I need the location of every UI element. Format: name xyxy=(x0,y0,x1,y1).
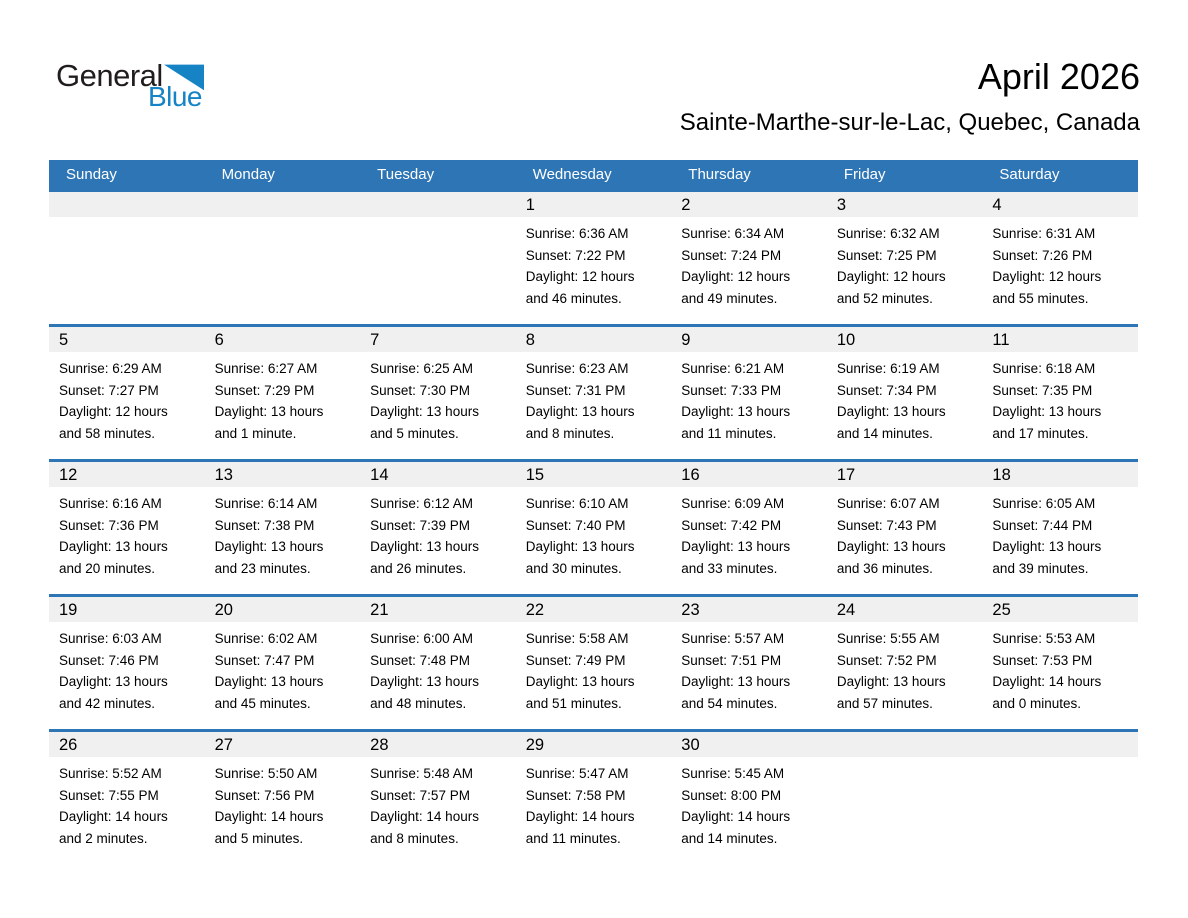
day-number: 3 xyxy=(836,196,847,214)
day-info xyxy=(59,493,199,579)
logo-text-blue: Blue xyxy=(147,81,202,112)
sunrise-text: Sunrise: 6:34 AM xyxy=(681,226,785,241)
day-cell-15 xyxy=(516,462,672,594)
weekday-header-wednesday: Wednesday xyxy=(532,166,612,183)
daylight-text-line2: and 42 minutes. xyxy=(59,695,156,711)
sunset-text: Sunset: 7:48 PM xyxy=(370,652,470,668)
sunset-text: Sunset: 7:56 PM xyxy=(214,787,315,803)
weekday-header-tuesday: Tuesday xyxy=(377,166,435,183)
day-number: 2 xyxy=(681,196,691,214)
day-number: 16 xyxy=(681,466,700,484)
day-number: 6 xyxy=(214,331,224,349)
daylight-text-line2: and 17 minutes. xyxy=(992,425,1089,441)
daylight-text-line2: and 23 minutes. xyxy=(214,560,311,576)
day-info xyxy=(370,493,510,579)
sunset-text: Sunset: 7:24 PM xyxy=(681,247,782,263)
day-info xyxy=(526,493,666,579)
daylight-text-line1: Daylight: 14 hours xyxy=(525,809,635,824)
sunset-text: Sunset: 7:43 PM xyxy=(836,517,937,533)
daylight-text-line2: and 5 minutes. xyxy=(370,425,459,441)
sunrise-text: Sunrise: 6:00 AM xyxy=(370,631,473,646)
day-number: 23 xyxy=(681,601,700,619)
day-number: 1 xyxy=(525,196,535,214)
sunrise-text: Sunrise: 6:12 AM xyxy=(370,496,473,511)
sunrise-text: Sunrise: 6:02 AM xyxy=(214,631,318,646)
daylight-text-line1: Daylight: 13 hours xyxy=(214,539,324,554)
day-number: 24 xyxy=(836,601,856,619)
daylight-text-line2: and 5 minutes. xyxy=(214,830,304,846)
day-cell-27 xyxy=(205,732,361,864)
week-row-5 xyxy=(49,729,1138,864)
sunrise-text: Sunrise: 6:18 AM xyxy=(992,361,1096,376)
daylight-text-line2: and 49 minutes. xyxy=(681,290,778,306)
day-cell-14 xyxy=(360,462,516,594)
weekday-header-friday: Friday xyxy=(843,166,886,183)
daylight-text-line2: and 2 minutes. xyxy=(59,830,148,846)
day-cell-5 xyxy=(49,327,205,459)
day-number: 29 xyxy=(525,736,545,754)
day-info xyxy=(992,628,1132,714)
sunrise-text: Sunrise: 6:19 AM xyxy=(836,361,940,376)
daylight-text-line2: and 58 minutes. xyxy=(59,425,156,441)
sunrise-text: Sunrise: 6:09 AM xyxy=(681,496,785,511)
sunset-text: Sunset: 7:34 PM xyxy=(836,382,937,398)
daylight-text-line1: Daylight: 13 hours xyxy=(992,404,1102,419)
sunset-text: Sunset: 7:39 PM xyxy=(370,517,470,533)
daylight-text-line2: and 11 minutes. xyxy=(681,425,777,441)
day-cell-9 xyxy=(671,327,827,459)
day-info xyxy=(681,358,821,444)
daylight-text-line1: Daylight: 12 hours xyxy=(992,269,1102,284)
day-cell-1 xyxy=(516,192,672,324)
day-number: 15 xyxy=(525,466,545,484)
title-block xyxy=(680,56,1140,137)
daylight-text-line2: and 45 minutes. xyxy=(214,695,311,711)
daylight-text-line1: Daylight: 13 hours xyxy=(836,674,946,689)
day-number: 28 xyxy=(370,736,389,754)
day-info xyxy=(526,223,666,309)
sunset-text: Sunset: 7:22 PM xyxy=(525,247,626,263)
sunrise-text: Sunrise: 5:53 AM xyxy=(992,631,1096,646)
daylight-text-line2: and 1 minute. xyxy=(214,425,297,441)
weekday-header-saturday: Saturday xyxy=(999,166,1060,183)
sunrise-text: Sunrise: 5:55 AM xyxy=(836,631,940,646)
day-info xyxy=(681,493,821,579)
day-number: 20 xyxy=(214,601,233,619)
daylight-text-line1: Daylight: 14 hours xyxy=(681,809,791,824)
daylight-text-line1: Daylight: 14 hours xyxy=(992,674,1102,689)
day-info xyxy=(992,223,1132,309)
sunrise-text: Sunrise: 6:03 AM xyxy=(59,631,162,646)
day-number: 5 xyxy=(59,331,69,349)
sunset-text: Sunset: 7:46 PM xyxy=(59,652,159,668)
day-cell-3 xyxy=(827,192,983,324)
daylight-text-line2: and 39 minutes. xyxy=(992,560,1089,576)
day-info xyxy=(370,358,510,444)
daylight-text-line1: Daylight: 12 hours xyxy=(525,269,635,284)
sunset-text: Sunset: 7:51 PM xyxy=(681,652,782,668)
day-number: 27 xyxy=(214,736,233,754)
sunset-text: Sunset: 7:36 PM xyxy=(59,517,159,533)
day-cell-empty xyxy=(360,192,516,324)
day-cell-21 xyxy=(360,597,516,729)
weekday-header-monday: Monday xyxy=(221,166,275,183)
daylight-text-line2: and 57 minutes. xyxy=(836,695,933,711)
day-number: 19 xyxy=(59,601,78,619)
daylight-text-line2: and 8 minutes. xyxy=(370,830,459,846)
day-cell-17 xyxy=(827,462,983,594)
daylight-text-line2: and 14 minutes. xyxy=(836,425,933,441)
sunset-text: Sunset: 7:58 PM xyxy=(525,787,626,803)
sunset-text: Sunset: 7:42 PM xyxy=(681,517,782,533)
sunset-text: Sunset: 7:38 PM xyxy=(214,517,315,533)
day-cell-12 xyxy=(49,462,205,594)
day-cell-19 xyxy=(49,597,205,729)
day-cell-24 xyxy=(827,597,983,729)
daylight-text-line2: and 11 minutes. xyxy=(525,830,621,846)
sunset-text: Sunset: 7:57 PM xyxy=(370,787,470,803)
sunset-text: Sunset: 7:52 PM xyxy=(836,652,937,668)
week-row-4 xyxy=(49,594,1138,729)
day-number: 18 xyxy=(992,466,1011,484)
day-number: 14 xyxy=(370,466,389,484)
day-info xyxy=(215,763,355,849)
sunset-text: Sunset: 8:00 PM xyxy=(681,787,782,803)
daylight-text-line2: and 48 minutes. xyxy=(370,695,467,711)
day-info xyxy=(59,763,199,849)
sunrise-text: Sunrise: 5:50 AM xyxy=(214,766,318,781)
sunrise-text: Sunrise: 6:36 AM xyxy=(525,226,629,241)
daylight-text-line1: Daylight: 13 hours xyxy=(370,404,479,419)
day-info xyxy=(526,358,666,444)
day-info xyxy=(526,628,666,714)
day-info xyxy=(837,628,977,714)
page-title: April 2026 xyxy=(977,56,1140,97)
sunset-text: Sunset: 7:31 PM xyxy=(525,382,626,398)
day-info xyxy=(370,763,510,849)
day-cell-25 xyxy=(982,597,1138,729)
daylight-text-line2: and 20 minutes. xyxy=(59,560,156,576)
sunrise-text: Sunrise: 5:58 AM xyxy=(525,631,629,646)
sunset-text: Sunset: 7:44 PM xyxy=(992,517,1093,533)
sunset-text: Sunset: 7:40 PM xyxy=(525,517,626,533)
daylight-text-line1: Daylight: 13 hours xyxy=(525,539,635,554)
daylight-text-line2: and 33 minutes. xyxy=(681,560,778,576)
day-cell-7 xyxy=(360,327,516,459)
daylight-text-line1: Daylight: 13 hours xyxy=(681,404,791,419)
day-number: 26 xyxy=(59,736,78,754)
daylight-text-line1: Daylight: 12 hours xyxy=(59,404,168,419)
day-cell-18 xyxy=(982,462,1138,594)
sunrise-text: Sunrise: 6:10 AM xyxy=(525,496,629,511)
week-row-2 xyxy=(49,324,1138,459)
sunrise-text: Sunrise: 6:31 AM xyxy=(992,226,1096,241)
sunset-text: Sunset: 7:26 PM xyxy=(992,247,1093,263)
daylight-text-line1: Daylight: 13 hours xyxy=(59,674,168,689)
sunrise-text: Sunrise: 6:21 AM xyxy=(681,361,785,376)
daylight-text-line1: Daylight: 13 hours xyxy=(836,404,946,419)
day-number: 30 xyxy=(681,736,700,754)
day-cell-16 xyxy=(671,462,827,594)
sunrise-text: Sunrise: 6:16 AM xyxy=(59,496,162,511)
day-cell-23 xyxy=(671,597,827,729)
general-blue-logo xyxy=(56,60,204,111)
week-row-3 xyxy=(49,459,1138,594)
sunrise-text: Sunrise: 5:48 AM xyxy=(370,766,473,781)
daylight-text-line2: and 14 minutes. xyxy=(681,830,778,846)
sunset-text: Sunset: 7:33 PM xyxy=(681,382,782,398)
calendar-table xyxy=(49,160,1138,864)
daylight-text-line2: and 26 minutes. xyxy=(370,560,467,576)
daylight-text-line1: Daylight: 14 hours xyxy=(214,809,324,824)
daylight-text-line2: and 51 minutes. xyxy=(525,695,622,711)
day-info xyxy=(992,358,1132,444)
daylight-text-line2: and 52 minutes. xyxy=(836,290,933,306)
day-cell-29 xyxy=(516,732,672,864)
daylight-text-line1: Daylight: 13 hours xyxy=(214,674,324,689)
daylight-text-line2: and 36 minutes. xyxy=(836,560,933,576)
day-cell-20 xyxy=(205,597,361,729)
day-number: 22 xyxy=(525,601,545,619)
day-cell-2 xyxy=(671,192,827,324)
sunset-text: Sunset: 7:30 PM xyxy=(370,382,470,398)
day-number: 8 xyxy=(525,331,535,349)
daylight-text-line1: Daylight: 13 hours xyxy=(370,539,479,554)
week-row-1 xyxy=(49,189,1138,324)
day-cell-10 xyxy=(827,327,983,459)
sunset-text: Sunset: 7:27 PM xyxy=(59,382,159,398)
page-subtitle-location: Sainte-Marthe-sur-le-Lac, Quebec, Canada xyxy=(679,109,1140,137)
daylight-text-line1: Daylight: 12 hours xyxy=(681,269,791,284)
sunrise-text: Sunrise: 6:05 AM xyxy=(992,496,1096,511)
day-cell-13 xyxy=(205,462,361,594)
daylight-text-line1: Daylight: 13 hours xyxy=(992,539,1102,554)
day-cell-empty xyxy=(827,732,983,864)
sunrise-text: Sunrise: 5:52 AM xyxy=(59,766,162,781)
day-info xyxy=(681,628,821,714)
sunset-text: Sunset: 7:55 PM xyxy=(59,787,159,803)
daylight-text-line1: Daylight: 14 hours xyxy=(59,809,168,824)
daylight-text-line1: Daylight: 13 hours xyxy=(681,674,791,689)
day-info xyxy=(526,763,666,849)
daylight-text-line1: Daylight: 14 hours xyxy=(370,809,479,824)
day-number: 12 xyxy=(59,466,78,484)
day-cell-empty xyxy=(49,192,205,324)
daylight-text-line2: and 0 minutes. xyxy=(992,695,1081,711)
day-number: 4 xyxy=(992,196,1002,214)
day-info xyxy=(837,358,977,444)
daylight-text-line1: Daylight: 13 hours xyxy=(525,404,635,419)
day-info xyxy=(681,223,821,309)
day-number: 7 xyxy=(370,331,380,349)
daylight-text-line2: and 54 minutes. xyxy=(681,695,778,711)
calendar-weeks xyxy=(49,189,1138,864)
daylight-text-line1: Daylight: 13 hours xyxy=(214,404,324,419)
day-number: 11 xyxy=(992,331,1010,349)
weekday-header-row xyxy=(49,160,1138,189)
weekday-header-thursday: Thursday xyxy=(688,166,751,183)
sunrise-text: Sunrise: 6:27 AM xyxy=(214,361,318,376)
daylight-text-line2: and 46 minutes. xyxy=(525,290,622,306)
daylight-text-line1: Daylight: 13 hours xyxy=(836,539,946,554)
daylight-text-line2: and 30 minutes. xyxy=(525,560,622,576)
sunrise-text: Sunrise: 6:32 AM xyxy=(836,226,940,241)
day-info xyxy=(59,628,199,714)
day-cell-6 xyxy=(205,327,361,459)
day-info xyxy=(681,763,821,849)
sunset-text: Sunset: 7:49 PM xyxy=(525,652,626,668)
day-info xyxy=(215,358,355,444)
day-info xyxy=(59,358,199,444)
logo-text-general: General xyxy=(56,58,163,93)
sunset-text: Sunset: 7:35 PM xyxy=(992,382,1093,398)
sunrise-text: Sunrise: 6:14 AM xyxy=(214,496,318,511)
day-cell-30 xyxy=(671,732,827,864)
day-info xyxy=(215,493,355,579)
daylight-text-line1: Daylight: 13 hours xyxy=(370,674,479,689)
sunrise-text: Sunrise: 6:25 AM xyxy=(370,361,473,376)
sunset-text: Sunset: 7:25 PM xyxy=(836,247,937,263)
day-number: 17 xyxy=(836,466,856,484)
day-cell-8 xyxy=(516,327,672,459)
day-number: 10 xyxy=(836,331,856,349)
sunset-text: Sunset: 7:53 PM xyxy=(992,652,1093,668)
day-cell-22 xyxy=(516,597,672,729)
day-info xyxy=(837,493,977,579)
day-cell-empty xyxy=(982,732,1138,864)
daylight-text-line1: Daylight: 13 hours xyxy=(59,539,168,554)
sunrise-text: Sunrise: 5:45 AM xyxy=(681,766,785,781)
day-info xyxy=(992,493,1132,579)
day-number: 9 xyxy=(681,331,691,349)
day-cell-26 xyxy=(49,732,205,864)
weekday-header-sunday: Sunday xyxy=(66,166,117,183)
sunset-text: Sunset: 7:47 PM xyxy=(214,652,315,668)
sunset-text: Sunset: 7:29 PM xyxy=(214,382,315,398)
day-cell-empty xyxy=(205,192,361,324)
daylight-text-line2: and 8 minutes. xyxy=(525,425,615,441)
day-info xyxy=(215,628,355,714)
daylight-text-line1: Daylight: 13 hours xyxy=(525,674,635,689)
day-cell-4 xyxy=(982,192,1138,324)
sunrise-text: Sunrise: 5:57 AM xyxy=(681,631,785,646)
day-number: 13 xyxy=(214,466,233,484)
daylight-text-line1: Daylight: 13 hours xyxy=(681,539,791,554)
day-info xyxy=(370,628,510,714)
day-cell-11 xyxy=(982,327,1138,459)
sunrise-text: Sunrise: 5:47 AM xyxy=(525,766,629,781)
sunrise-text: Sunrise: 6:29 AM xyxy=(59,361,162,376)
daylight-text-line1: Daylight: 12 hours xyxy=(836,269,946,284)
sunrise-text: Sunrise: 6:23 AM xyxy=(525,361,629,376)
day-info xyxy=(837,223,977,309)
daylight-text-line2: and 55 minutes. xyxy=(992,290,1089,306)
day-number: 21 xyxy=(370,601,389,619)
day-number: 25 xyxy=(992,601,1011,619)
sunrise-text: Sunrise: 6:07 AM xyxy=(836,496,940,511)
day-cell-28 xyxy=(360,732,516,864)
